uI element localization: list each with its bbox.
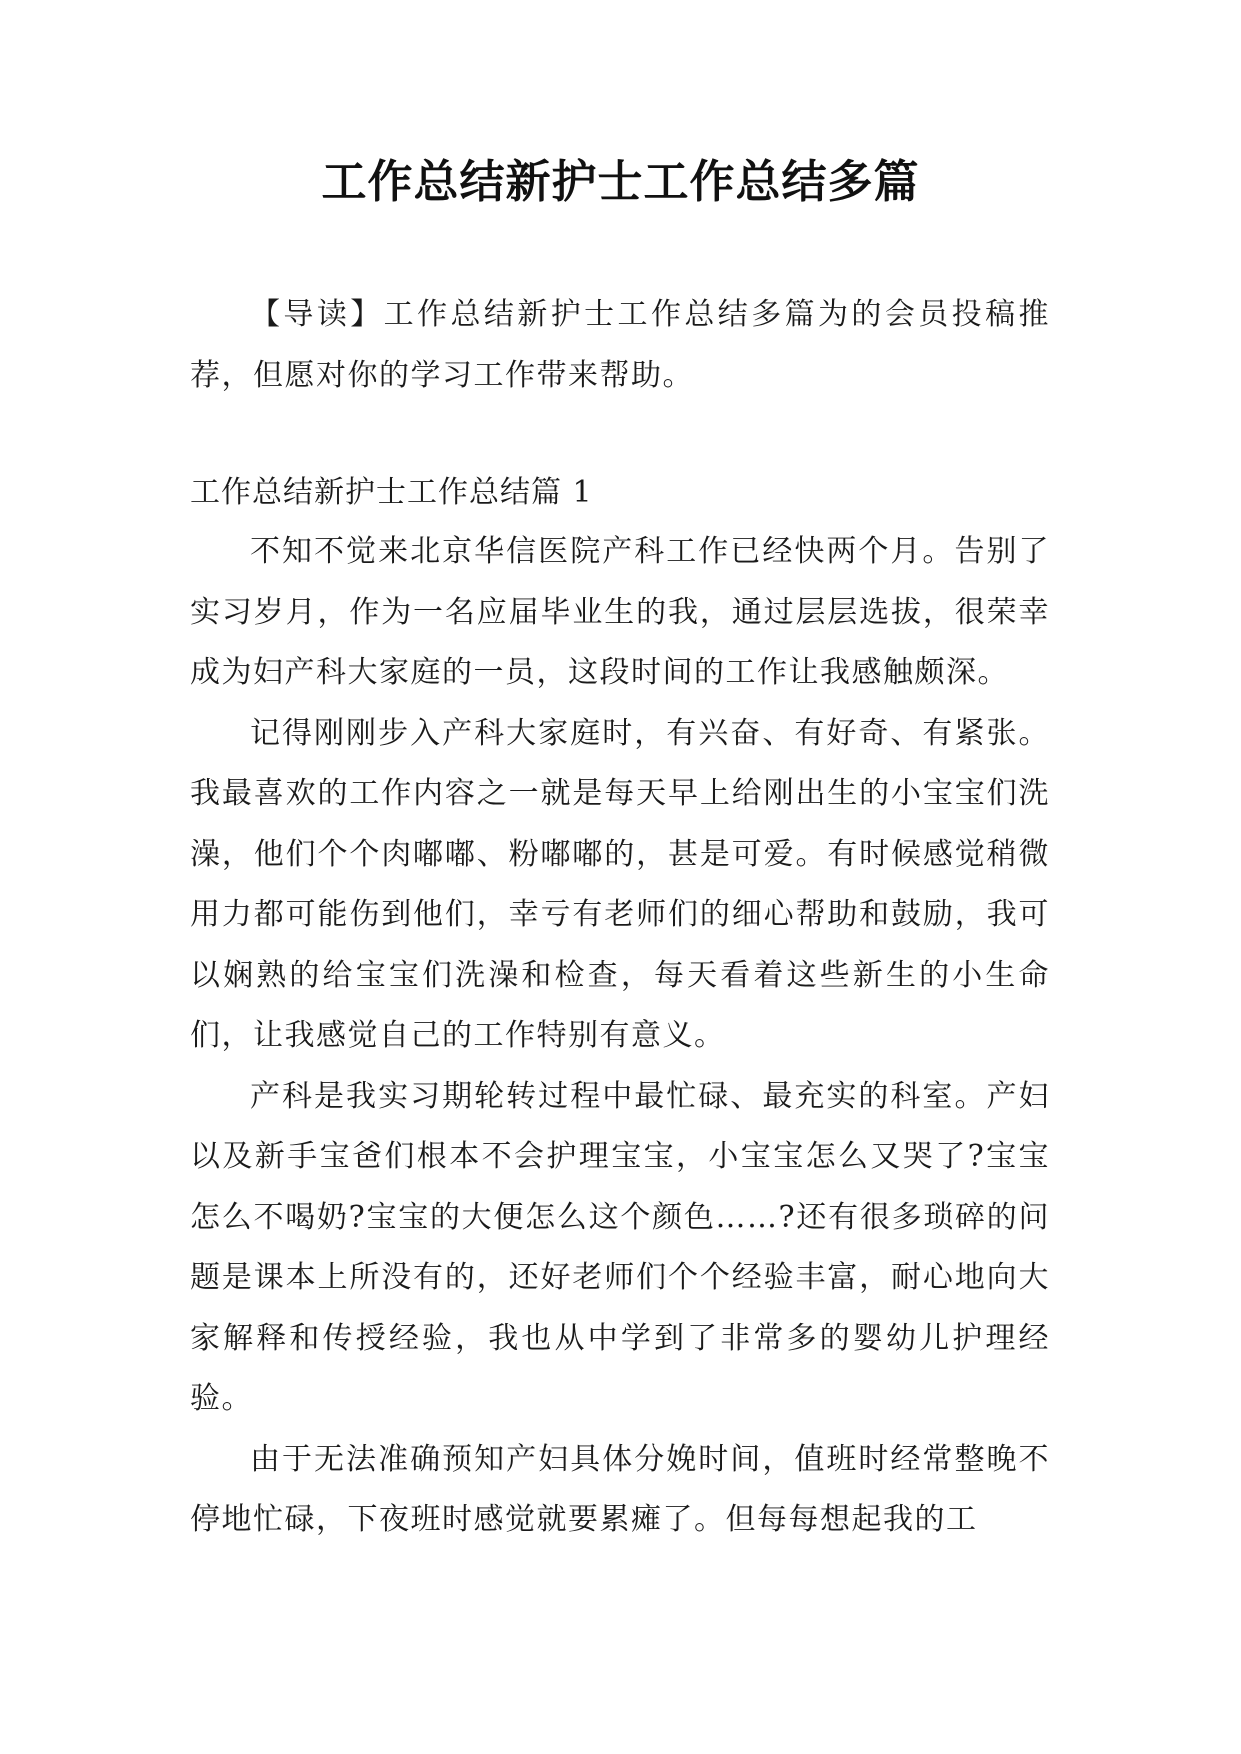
body-paragraph-4: 由于无法准确预知产妇具体分娩时间，值班时经常整晚不停地忙碌，下夜班时感觉就要累瘫了。但每每想起我的工 <box>190 1441 1050 1537</box>
document-title: 工作总结新护士工作总结多篇 <box>321 155 920 208</box>
section-body <box>190 522 1050 1551</box>
lead-paragraph: 【导读】工作总结新护士工作总结多篇为的会员投稿推荐，但愿对你的学习工作带来帮助。 <box>190 297 1050 393</box>
body-paragraph-2: 记得刚刚步入产科大家庭时，有兴奋、有好奇、有紧张。我最喜欢的工作内容之一就是每天早上给刚出生的小宝宝们洗澡，他们个个肉嘟嘟、粉嘟嘟的，甚是可爱。有时候感觉稍微用力都可能伤到他们，幸亏有老师们的细心帮助和鼓励，我可以娴熟的给宝宝们洗澡和检查，每天看着这些新生的小生命们，让我感觉自己的工作特别有意义。 <box>190 715 1050 1053</box>
section-heading: 工作总结新护士工作总结篇 1 <box>190 475 593 510</box>
body-paragraph-1: 不知不觉来北京华信医院产科工作已经快两个月。告别了实习岁月，作为一名应届毕业生的我，通过层层选拔，很荣幸成为妇产科大家庭的一员，这段时间的工作让我感触颇深。 <box>190 534 1050 690</box>
body-paragraph-3: 产科是我实习期轮转过程中最忙碌、最充实的科室。产妇以及新手宝爸们根本不会护理宝宝，小宝宝怎么又哭了?宝宝怎么不喝奶?宝宝的大便怎么这个颜色……?还有很多琐碎的问题是课本上所没有的，还好老师们个个经验丰富，耐心地向大家解释和传授经验，我也从中学到了非常多的婴幼儿护理经验。 <box>190 1078 1050 1416</box>
